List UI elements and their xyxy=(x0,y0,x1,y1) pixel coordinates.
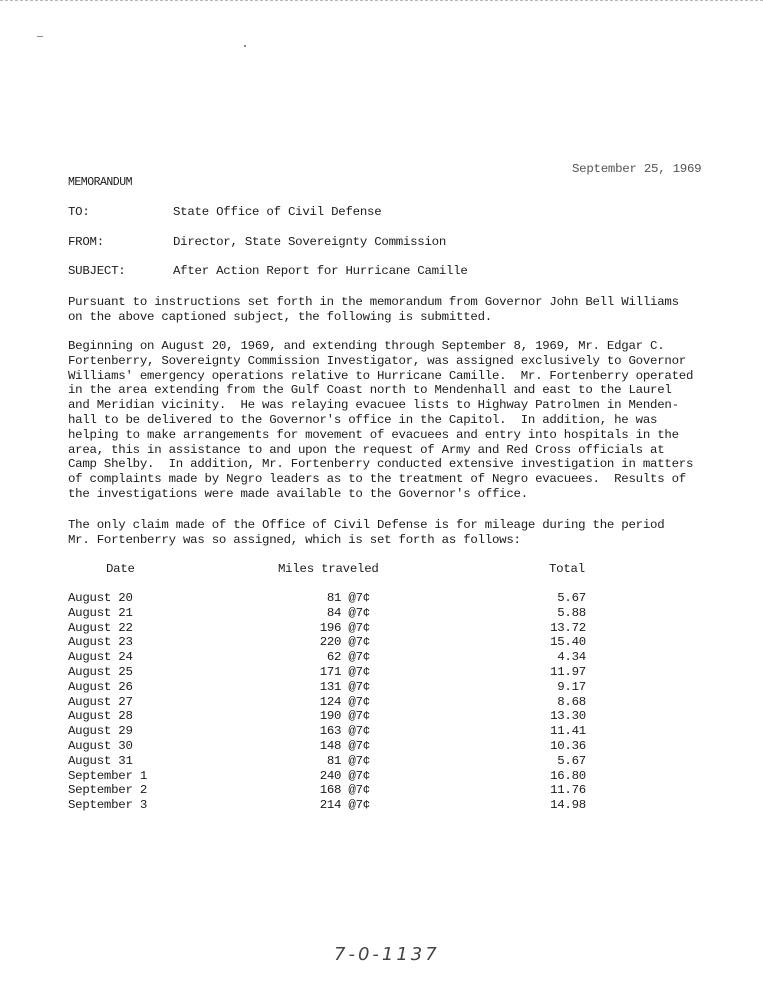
paragraph-line: area, this in assistance to and upon the request of Army and Red Cross officials at xyxy=(68,442,665,457)
row-miles: 240 @7¢ xyxy=(319,768,370,783)
row-total: 14.98 xyxy=(550,798,586,813)
to-value: State Office of Civil Defense xyxy=(173,205,382,219)
row-miles: 168 @7¢ xyxy=(319,783,370,798)
row-date: August 21 xyxy=(68,605,133,620)
row-total: 13.30 xyxy=(550,709,586,724)
row-miles: 148 @7¢ xyxy=(319,739,370,753)
to-label: TO: xyxy=(68,205,90,219)
row-date: August 23 xyxy=(68,635,133,650)
row-miles: 62 @7¢ xyxy=(326,650,370,665)
row-date: August 26 xyxy=(68,679,133,694)
memo-heading: MEMORANDUM xyxy=(68,176,133,189)
table-row xyxy=(0,665,763,680)
column-header-total: Total xyxy=(549,562,585,576)
row-miles: 124 @7¢ xyxy=(319,694,370,709)
row-miles: 196 @7¢ xyxy=(319,620,370,635)
document-number-stamp: 7-0-1137 xyxy=(334,944,440,965)
paragraph-line: The only claim made of the Office of Civil Defense is for mileage during the period xyxy=(68,518,665,532)
table-row xyxy=(0,739,763,754)
row-date: September 1 xyxy=(68,768,148,783)
table-row xyxy=(0,754,763,769)
row-total: 16.80 xyxy=(550,768,586,783)
row-miles: 190 @7¢ xyxy=(319,709,370,724)
row-date: September 2 xyxy=(68,783,148,798)
table-row xyxy=(0,783,763,798)
paragraph-line: the investigations were made available to the Governor's office. xyxy=(68,486,528,501)
row-date: August 25 xyxy=(68,665,133,679)
row-total: 11.76 xyxy=(550,783,586,798)
table-row xyxy=(0,769,763,784)
column-header-miles: Miles traveled xyxy=(278,562,379,576)
row-date: August 22 xyxy=(68,620,133,635)
row-miles: 220 @7¢ xyxy=(319,635,370,650)
row-date: August 20 xyxy=(68,591,133,605)
row-date: August 27 xyxy=(68,694,133,709)
paragraph-line: Pursuant to instructions set forth in the memorandum from Governor John Bell Williams xyxy=(68,295,679,309)
subject-value: After Action Report for Hurricane Camille xyxy=(173,264,468,278)
table-row xyxy=(0,680,763,695)
row-date: August 30 xyxy=(68,739,133,753)
row-total: 8.68 xyxy=(557,694,586,709)
table-row xyxy=(0,606,763,621)
row-total: 9.17 xyxy=(557,679,586,694)
table-row xyxy=(0,724,763,739)
table-row xyxy=(0,621,763,636)
from-label: FROM: xyxy=(68,235,104,249)
table-row xyxy=(0,635,763,650)
row-total: 11.97 xyxy=(550,665,586,679)
memo-date: September 25, 1969 xyxy=(572,162,702,176)
subject-label: SUBJECT: xyxy=(68,264,126,278)
column-header-date: Date xyxy=(106,562,135,576)
paragraph-line: on the above captioned subject, the following is submitted. xyxy=(68,309,492,324)
row-miles: 131 @7¢ xyxy=(319,679,370,694)
table-row xyxy=(0,695,763,710)
row-date: August 29 xyxy=(68,724,133,739)
from-value: Director, State Sovereignty Commission xyxy=(173,235,447,249)
row-miles: 214 @7¢ xyxy=(319,798,370,813)
row-miles: 163 @7¢ xyxy=(319,724,370,739)
row-total: 5.88 xyxy=(557,605,586,620)
paragraph-line: Mr. Fortenberry was so assigned, which is set forth as follows: xyxy=(68,532,521,547)
intro-paragraph xyxy=(68,295,728,325)
row-miles: 81 @7¢ xyxy=(326,753,370,768)
paragraph-line: helping to make arrangements for movement of evacuees and entry into hospitals in the xyxy=(68,427,679,442)
row-total: 5.67 xyxy=(557,753,586,768)
row-total: 13.72 xyxy=(550,620,586,635)
row-total: 10.36 xyxy=(550,739,586,753)
table-row xyxy=(0,591,763,606)
claim-paragraph xyxy=(68,518,728,548)
row-total: 11.41 xyxy=(550,724,586,739)
paragraph-line: of complaints made by Negro leaders as to the treatment of Negro evacuees. Results of xyxy=(68,472,686,487)
row-date: August 24 xyxy=(68,650,133,665)
row-date: September 3 xyxy=(68,798,148,813)
row-total: 15.40 xyxy=(550,635,586,650)
row-miles: 84 @7¢ xyxy=(326,605,370,620)
row-miles: 81 @7¢ xyxy=(326,591,370,605)
body-paragraph xyxy=(68,339,728,502)
paragraph-line: and Meridian vicinity. He was relaying evacuee lists to Highway Patrolmen in Menden- xyxy=(68,398,679,413)
row-miles: 171 @7¢ xyxy=(319,665,370,679)
paragraph-line: Beginning on August 20, 1969, and extending through September 8, 1969, Mr. Edgar C. xyxy=(68,339,665,353)
paragraph-line: Fortenberry, Sovereignty Commission Investigator, was assigned exclusively to Governor xyxy=(68,353,686,368)
row-date: August 28 xyxy=(68,709,133,724)
table-row xyxy=(0,709,763,724)
table-row xyxy=(0,798,763,813)
paragraph-line: Williams' emergency operations relative to Hurricane Camille. Mr. Fortenberry operated xyxy=(68,368,694,383)
paragraph-line: Camp Shelby. In addition, Mr. Fortenberry conducted extensive investigation in matters xyxy=(68,457,694,472)
paragraph-line: hall to be delivered to the Governor's office in the Capitol. In addition, he was xyxy=(68,412,658,427)
paragraph-line: in the area extending from the Gulf Coast north to Mendenhall and east to the Laurel xyxy=(68,383,672,398)
row-date: August 31 xyxy=(68,753,133,768)
table-row xyxy=(0,650,763,665)
row-total: 4.34 xyxy=(557,650,586,665)
row-total: 5.67 xyxy=(557,591,586,605)
